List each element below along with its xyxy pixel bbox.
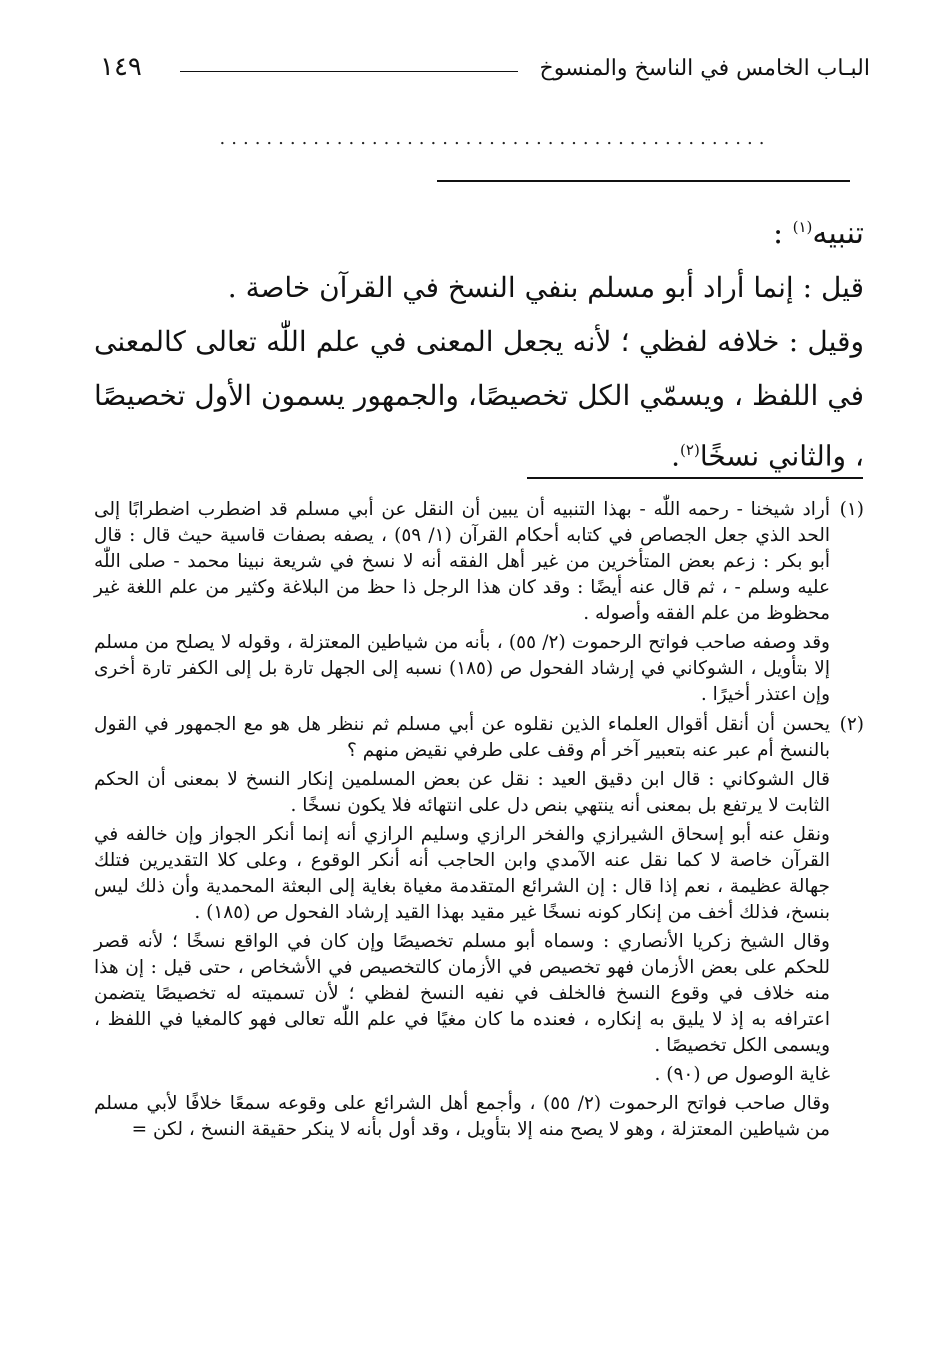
footnote-paragraph: غاية الوصول ص (٩٠) . [654, 1064, 830, 1085]
footnote-paragraph: ونقل عنه أبو إسحاق الشيرازي والفخر الرازي وسليم الرازي أنه إنما أنكر الجواز وإن خالفه في القرآن خاصة لا كما نقل عنه الآمدي وابن الحاجب أنه أنكر الوقوع ، وعلى كلا التقديرين فتلك جهالة عظيمة ، نعم إذا قال : إن الشرائع المتقدمة مغياة بغاية إلى البعثة المحمدية وأن ذلك ليس بنسخ، فذلك أخف من إنكار كونه نسخًا غير مقيد بهذا القيد إرشاد الفحول ص (١٨٥) . [94, 824, 830, 923]
header-rule [180, 71, 518, 72]
footnote-separator [527, 477, 863, 479]
footnote-number: (٢) [839, 714, 864, 735]
footnote-paragraph: وقال الشيخ زكريا الأنصاري : وسماه أبو مسلم تخصيصًا وإن كان في الواقع نسخًا ؛ لأنه قصر للحكم على بعض الأزمان فهو تخصيص في الأزمان كالتخصيص في الأشخاص ، حتى قيل : إن هذا منه خلاف في وقوع النسخ فالخلف في نفيه النسخ لفظي ؛ لأن تسميته له تخصيصًا يتضمن اعترافه به إذ لا يليق به إنكاره ، فعنده ما كان مغيًا في علم اللّٰه تعالى فهو كالمغيا في اللفظ ، ويسمى الكل تخصيصًا . [94, 931, 830, 1056]
footnote-paragraph: أراد شيخنا - رحمه اللّٰه - بهذا التنبيه أن يبين أن النقل عن أبي مسلم قد اضطرب اضطرابًا إلى الحد الذي جعل الجصاص في كتابه أحكام القرآن (١/ ٥٩) ، يصفه بصفات قاسية حيث قال : قال أبو بكر : زعم بعض المتأخرين من غير أهل الفقه أنه لا نسخ في شريعة نبينا محمد - صلى اللّٰه عليه وسلم - ، ثم قال عنه أيضًا : وقد كان هذا الرجل ذا حظ من البلاغة وكثير من علم اللغة غير محظوظ من علم الفقه وأصوله . [94, 499, 830, 624]
heading-colon: : [772, 216, 793, 251]
footnote-1 [94, 497, 864, 708]
footnote-paragraph: وقد وصفه صاحب فواتح الرحموت (٢/ ٥٥) ، بأنه من شياطين المعتزلة ، وقوله لا يصلح من مسلم إلا بتأويل ، الشوكاني في إرشاد الفحول ص (١٨٥) نسبه إلى الجهل تارة بل إلى الكفر تارة أخرى وإن اعتذر أخيرًا . [94, 632, 830, 705]
ellipsis-line: ............................................... [219, 128, 771, 149]
section-rule [437, 180, 850, 182]
section-heading [94, 200, 864, 261]
page-number: ١٤٩ [100, 52, 142, 82]
main-paragraph-2 [94, 315, 864, 483]
footnote-2 [94, 712, 864, 1143]
footnote-paragraph: وقال صاحب فواتح الرحموت (٢/ ٥٥) ، وأجمع أهل الشرائع على وقوعه سمعًا خلافًا لأبي مسلم من شياطين المعتزلة ، وهو لا يصح منه إلا بتأويل ، وقد أول بأنه لا ينكر حقيقة النسخ ، لكن = [94, 1093, 830, 1140]
footnote-paragraph: يحسن أن أنقل أقوال العلماء الذين نقلوه عن أبي مسلم ثم ننظر هل هو مع الجمهور في القول بالنسخ أم عبر عنه بتعبير آخر أم وقف على طرفي نقيض منهم ؟ [94, 714, 830, 761]
running-head: البـاب الخامس في الناسخ والمنسوخ [539, 56, 870, 81]
main-paragraph-2-text: وقيل : خلافه لفظي ؛ لأنه يجعل المعنى في علم اللّٰه تعالى كالمعنى في اللفظ ، ويسمّي الكل تخصيصًا، والجمهور يسمون الأول تخصيصًا ، والثاني نسخًا [94, 325, 864, 473]
footnote-number: (١) [839, 499, 864, 520]
main-text [94, 200, 864, 483]
footnote-ref-2[interactable]: (٢) [680, 441, 700, 459]
footnote-paragraph: قال الشوكاني : قال ابن دقيق العيد : نقل عن بعض المسلمين إنكار النسخ لا بمعنى أن الحكم الثابت لا يرتفع بل بمعنى أنه ينتهي بنص دل على انتهائه فلا يكون نسخًا . [94, 769, 830, 816]
footnotes [94, 497, 864, 1147]
footnote-ref-1[interactable]: (١) [792, 218, 813, 236]
main-paragraph-1: قيل : إنما أراد أبو مسلم بنفي النسخ في القرآن خاصة . [227, 271, 864, 304]
heading-text: تنبيه [812, 216, 864, 251]
main-paragraph-2-end: . [671, 439, 681, 473]
